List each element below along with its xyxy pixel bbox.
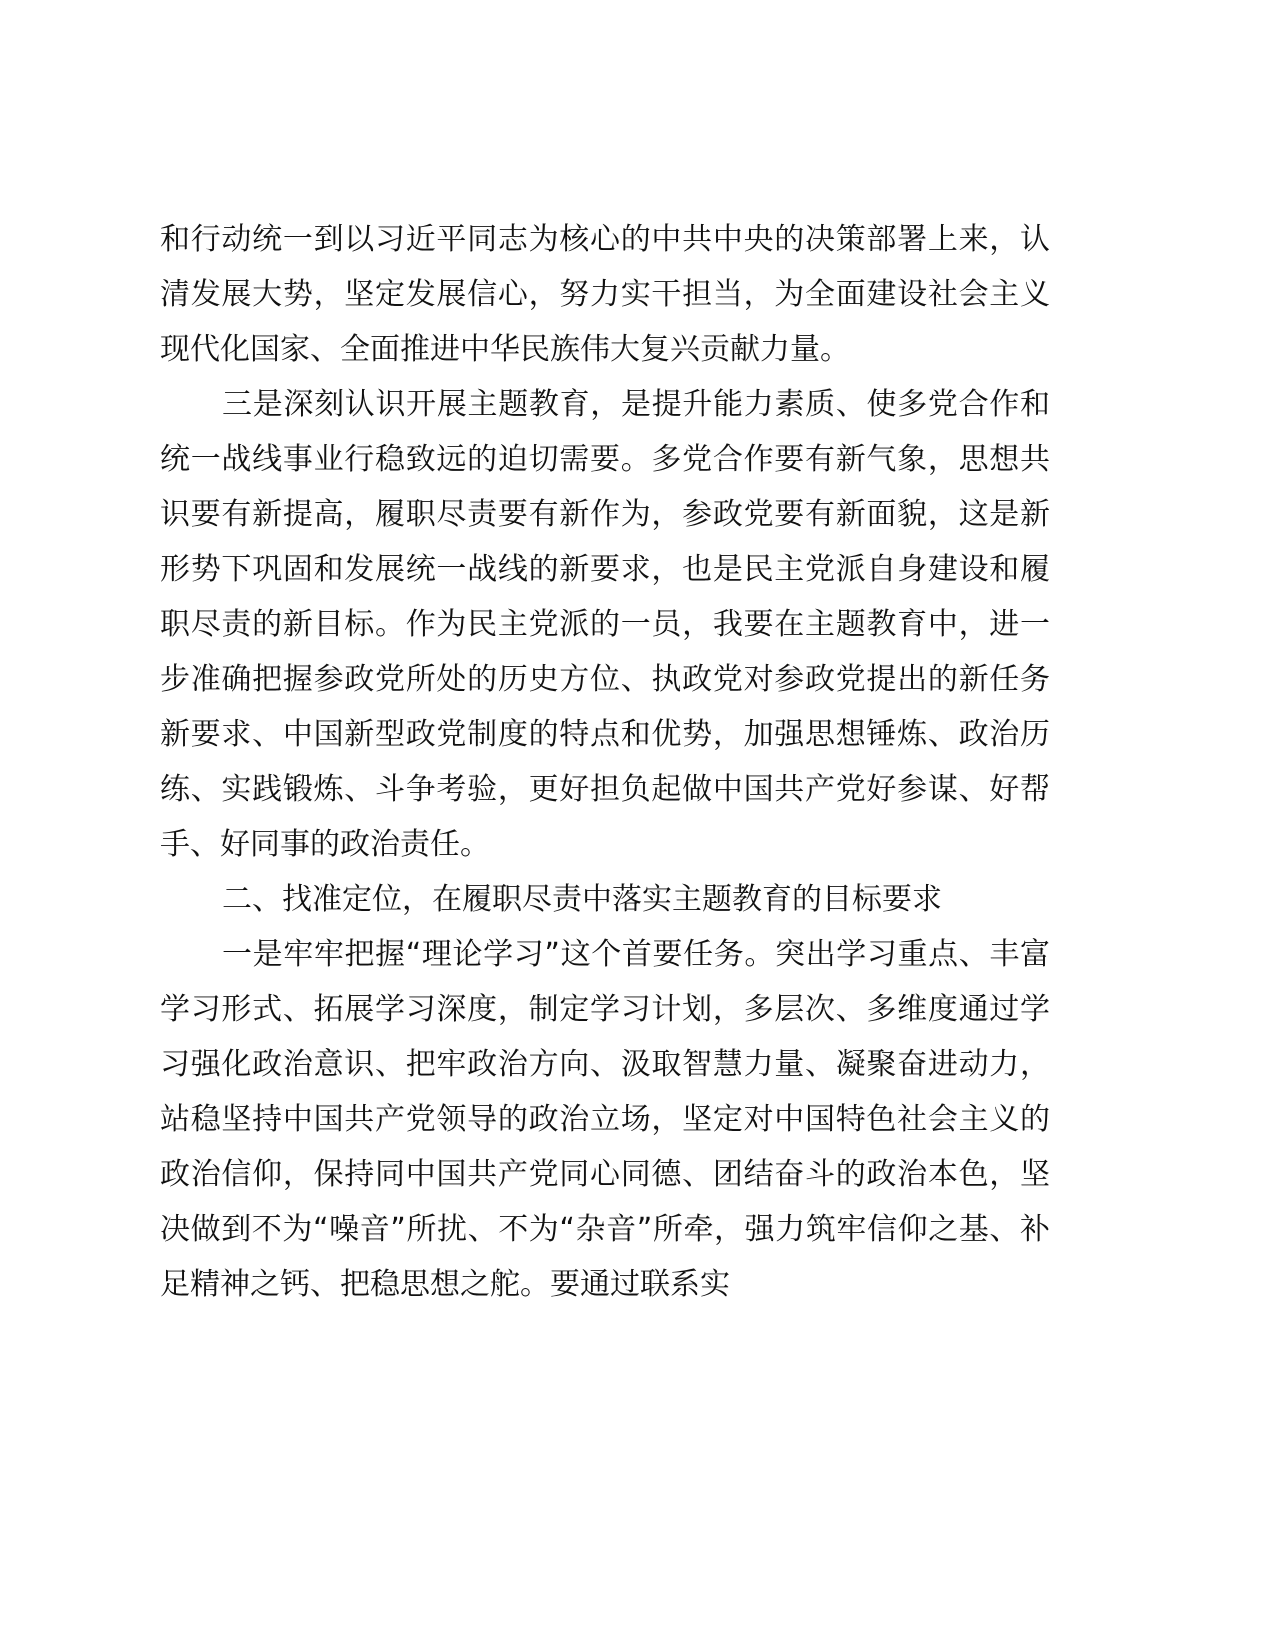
- paragraph-point-one: 一是牢牢把握“理论学习”这个首要任务。突出学习重点、丰富学习形式、拓展学习深度，制定学习计划，多层次、多维度通过学习强化政治意识、把牢政治方向、汲取智慧力量、凝聚奋进动力，站稳坚持中国共产党领导的政治立场，坚定对中国特色社会主义的政治信仰，保持同中国共产党同心同德、团结奋斗的政治本色，坚决做到不为“噪音”所扰、不为“杂音”所牵，强力筑牢信仰之基、补足精神之钙、把稳思想之舵。要通过联系实: [160, 937, 1050, 1302]
- paragraph-point-three: 三是深刻认识开展主题教育，是提升能力素质、使多党合作和统一战线事业行稳致远的迫切需要。多党合作要有新气象，思想共识要有新提高，履职尽责要有新作为，参政党要有新面貌，这是新形势下巩固和发展统一战线的新要求，也是民主党派自身建设和履职尽责的新目标。作为民主党派的一员，我要在主题教育中，进一步准确把握参政党所处的历史方位、执政党对参政党提出的新任务新要求、中国新型政党制度的特点和优势，加强思想锤炼、政治历练、实践锻炼、斗争考验，更好担负起做中国共产党好参谋、好帮手、好同事的政治责任。: [160, 387, 1050, 862]
- paragraph-continuation: 和行动统一到以习近平同志为核心的中共中央的决策部署上来，认清发展大势，坚定发展信心，努力实干担当，为全面建设社会主义现代化国家、全面推进中华民族伟大复兴贡献力量。: [160, 222, 1050, 367]
- section-heading: 二、找准定位，在履职尽责中落实主题教育的目标要求: [222, 882, 942, 917]
- document-page: [160, 212, 1050, 1312]
